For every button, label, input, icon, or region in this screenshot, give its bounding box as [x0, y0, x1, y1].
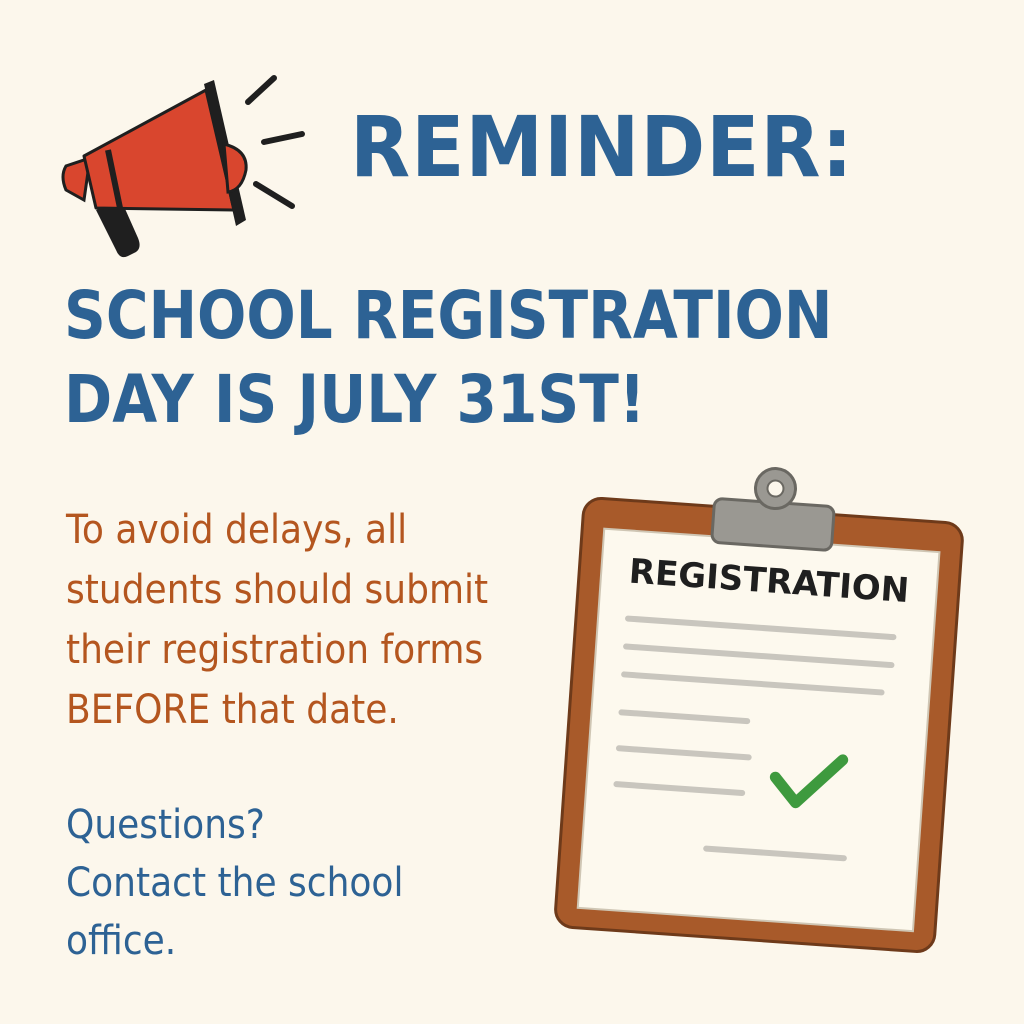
- contact-line: office.: [66, 918, 177, 964]
- notice-text: [66, 500, 488, 740]
- contact-line: Questions?: [66, 802, 265, 848]
- notice-line: their registration forms: [66, 627, 484, 673]
- subheadline: [64, 274, 833, 442]
- notice-line: BEFORE that date.: [66, 687, 399, 733]
- clipboard-form-title: REGISTRATION: [627, 551, 911, 612]
- notice-line: students should submit: [66, 567, 489, 613]
- megaphone-icon: [56, 70, 316, 270]
- clipboard-icon: [540, 460, 980, 960]
- contact-line: Contact the school: [66, 860, 404, 906]
- contact-text: [66, 796, 403, 970]
- notice-line: To avoid delays, all: [66, 507, 408, 553]
- subheadline-line: SCHOOL REGISTRATION: [64, 277, 833, 354]
- headline: REMINDER:: [350, 98, 854, 196]
- subheadline-line: DAY IS JULY 31ST!: [64, 361, 646, 438]
